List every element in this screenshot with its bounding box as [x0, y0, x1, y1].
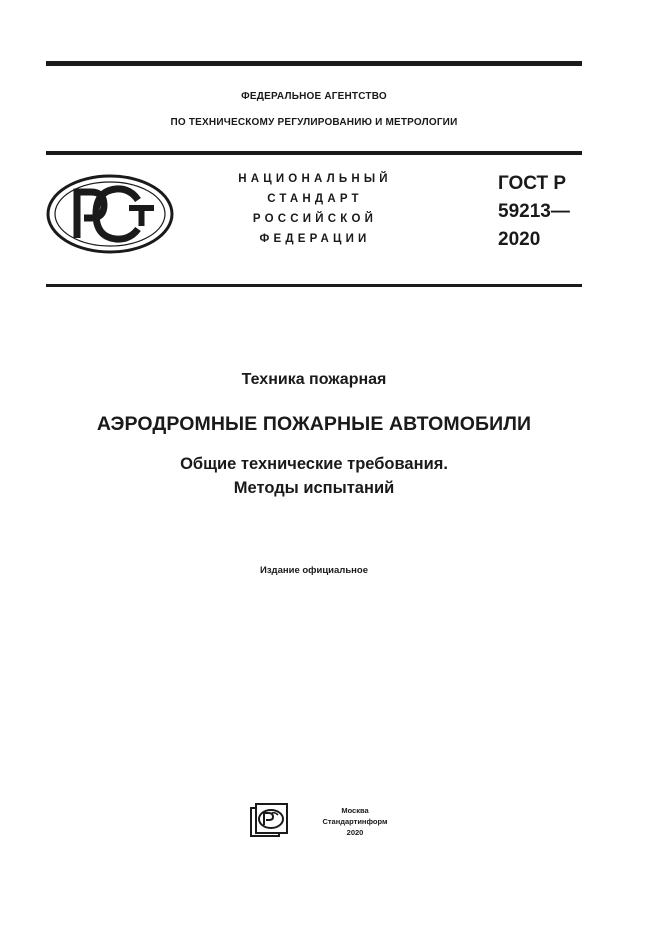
agency-line-1: ФЕДЕРАЛЬНОЕ АГЕНТСТВО: [241, 91, 387, 102]
document-subtitle-line-1: Общие технические требования.: [180, 455, 448, 473]
rst-certification-logo-icon: [46, 174, 174, 254]
publisher-city: Москва: [341, 806, 369, 815]
standard-label-line-2: СТАНДАРТ: [267, 193, 363, 205]
agency-line-2: ПО ТЕХНИЧЕСКОМУ РЕГУЛИРОВАНИЮ И МЕТРОЛОГИИ: [170, 117, 458, 128]
publisher-year: 2020: [346, 828, 364, 837]
designation-line-3: 2020: [498, 229, 541, 250]
edition-note: Издание официальное: [260, 565, 368, 576]
document-subtitle-line-2: Методы испытаний: [233, 479, 395, 497]
standard-label-line-1: НАЦИОНАЛЬНЫЙ: [238, 173, 392, 185]
document-title: АЭРОДРОМНЫЕ ПОЖАРНЫЕ АВТОМОБИЛИ: [96, 413, 532, 435]
publisher-name: Стандартинформ: [322, 817, 388, 826]
standard-label-line-4: ФЕДЕРАЦИИ: [259, 233, 371, 245]
designation-line-1: ГОСТ Р: [498, 173, 567, 194]
standartinform-logo-icon: [250, 803, 288, 837]
bottom-rule: [46, 284, 582, 287]
top-rule: [46, 61, 582, 66]
middle-rule: [46, 151, 582, 155]
standard-label-line-3: РОССИЙСКОЙ: [252, 213, 378, 225]
document-subject: Техника пожарная: [241, 371, 387, 388]
designation-line-2: 59213—: [498, 201, 570, 222]
